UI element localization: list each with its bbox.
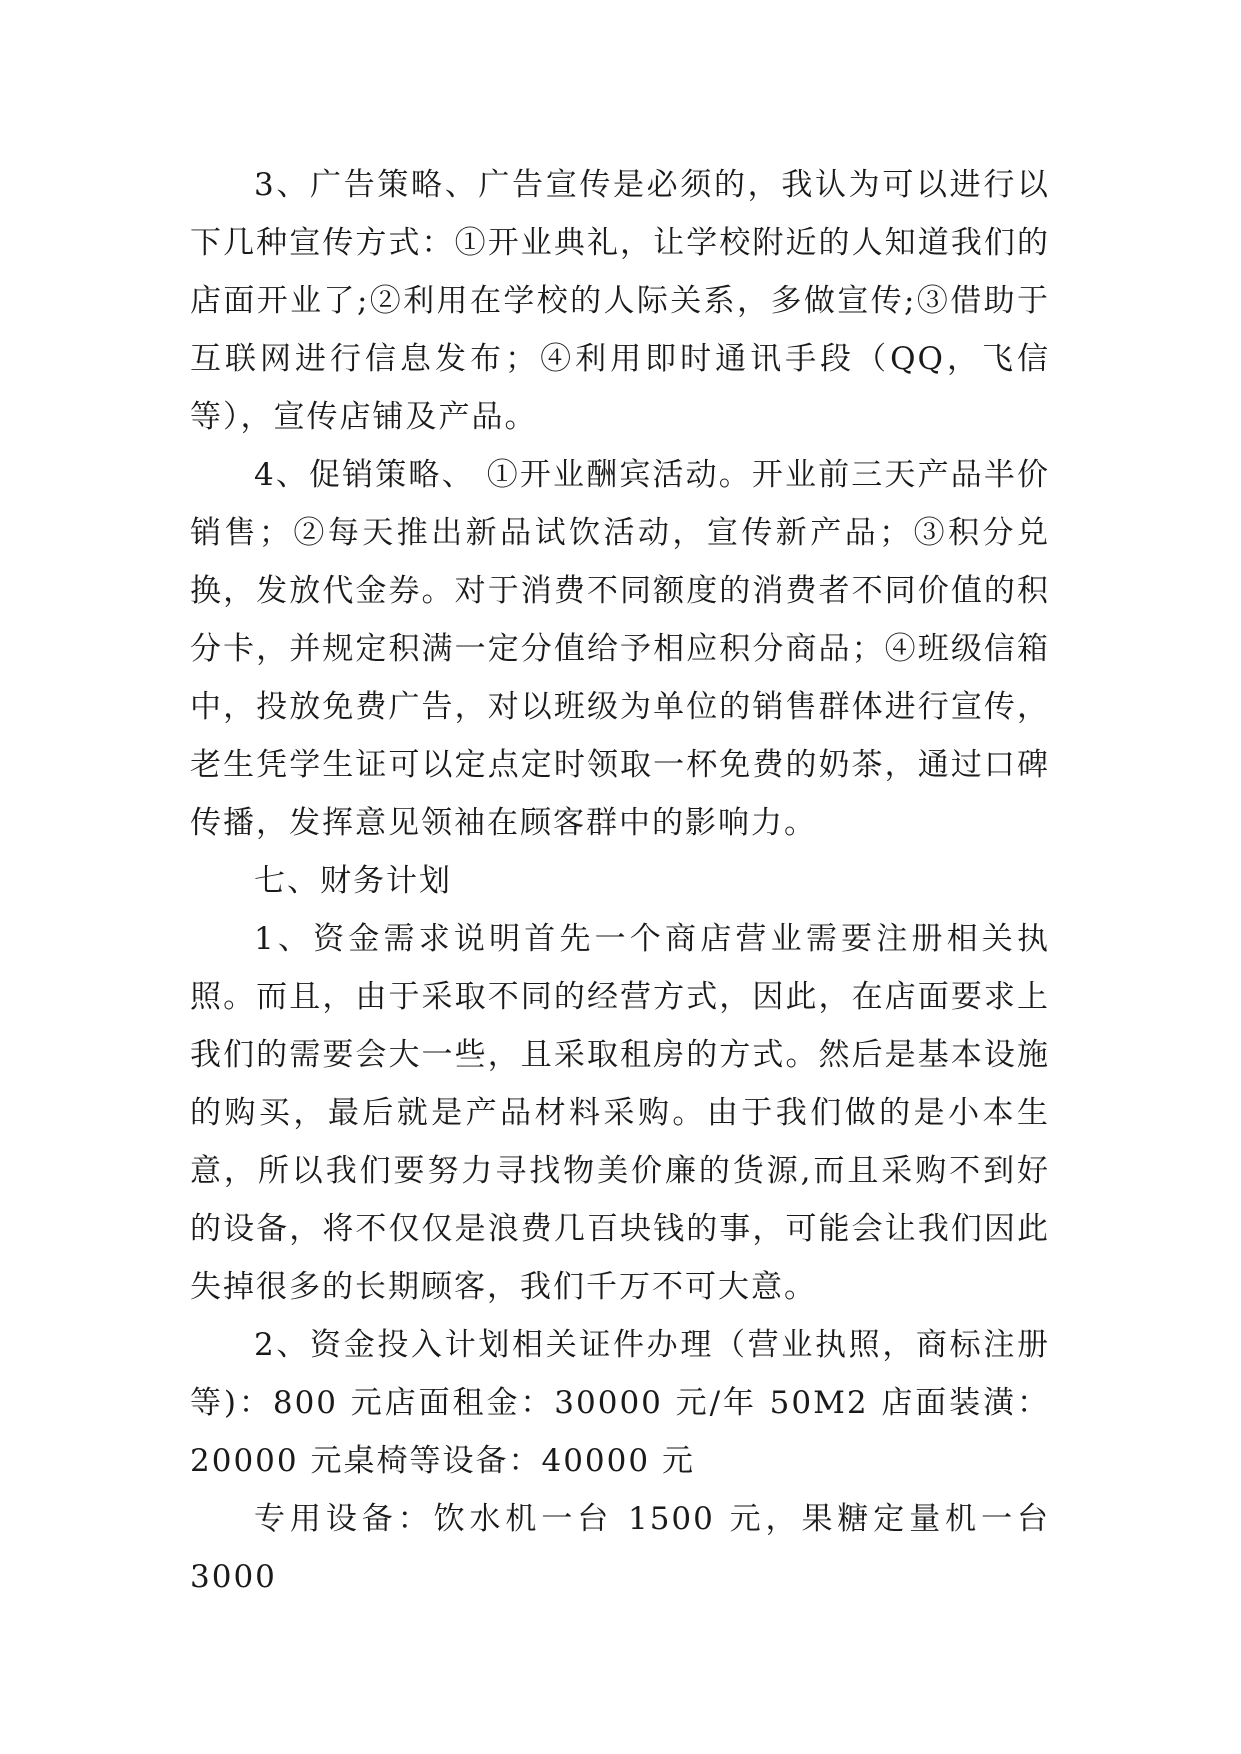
- document-body: [190, 156, 1050, 1606]
- paragraph-promotion-strategy: 4、促销策略、 ①开业酬宾活动。开业前三天产品半价销售；②每天推出新品试饮活动，宣传新产品；③积分兑换，发放代金券。对于消费不同额度的消费者不同价值的积分卡，并规定积满一定分值给予相应积分商品；④班级信箱中，投放免费广告，对以班级为单位的销售群体进行宣传，老生凭学生证可以定点定时领取一杯免费的奶茶，通过口碑传播，发挥意见领袖在顾客群中的影响力。: [190, 457, 1050, 841]
- paragraph-investment-plan: 2、资金投入计划相关证件办理（营业执照，商标注册等)：800 元店面租金：30000 元/年 50M2 店面装潢：20000 元桌椅等设备：40000 元: [190, 1327, 1050, 1479]
- section-heading-financial-plan: 七、财务计划: [254, 863, 452, 899]
- paragraph-special-equipment: 专用设备：饮水机一台 1500 元，果糖定量机一台 3000: [190, 1501, 1050, 1595]
- paragraph-funding-requirements: 1、资金需求说明首先一个商店营业需要注册相关执照。而且，由于采取不同的经营方式，因此，在店面要求上我们的需要会大一些，且采取租房的方式。然后是基本设施的购买，最后就是产品材料采购。由于我们做的是小本生意，所以我们要努力寻找物美价廉的货源,而且采购不到好的设备，将不仅仅是浪费几百块钱的事，可能会让我们因此失掉很多的长期顾客，我们千万不可大意。: [190, 921, 1050, 1305]
- paragraph-advertising-strategy: 3、广告策略、广告宣传是必须的，我认为可以进行以下几种宣传方式：①开业典礼，让学校附近的人知道我们的店面开业了;②利用在学校的人际关系，多做宣传;③借助于互联网进行信息发布；④利用即时通讯手段（QQ，飞信等），宣传店铺及产品。: [190, 167, 1050, 435]
